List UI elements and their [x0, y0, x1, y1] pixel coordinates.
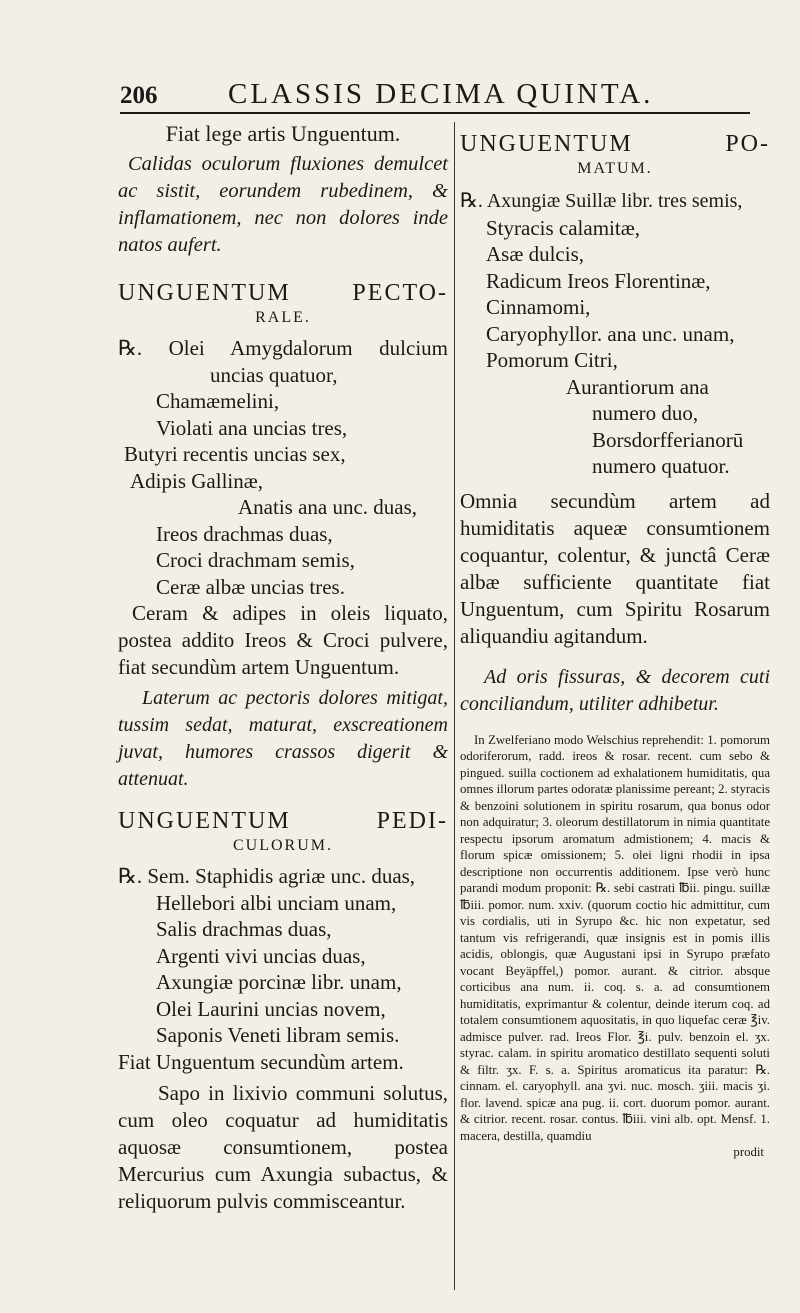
recipe-line: Cinnamomi, [486, 295, 591, 319]
recipe-pediculorum [118, 863, 448, 1049]
heading-pomatum-cont: MATUM. [577, 160, 653, 177]
footnote-welschius [460, 732, 770, 1161]
recipe-line: numero duo, [592, 401, 699, 425]
recipe-line: Asæ dulcis, [486, 242, 585, 266]
recipe-line: Pomorum Citri, [486, 348, 618, 372]
recipe-line: Styracis calamitæ, [486, 215, 640, 240]
recipe-line: uncias quatuor, [210, 362, 338, 387]
recipe-line: Violati ana uncias tres, [156, 415, 348, 440]
recipe-line: Borsdorfferianorū [592, 427, 744, 452]
recipe-line: Adipis Gallinæ, [130, 468, 264, 493]
recipe-line: Saponis Veneti libram semis. [156, 1023, 400, 1047]
recipe-pomatum [460, 188, 770, 480]
instructions-pomatum: Omnia secundùm artem ad humiditatis aqueæ consumtionem coquantur, colentur, & junctâ Ceræ albæ sufficiente quantitate fiat Unguentum, cum Spiritu Rosarum aliquandiu agitandum. [460, 488, 770, 648]
recipe-line: Ceræ albæ uncias tres. [156, 574, 345, 599]
recipe-line: ℞. Axungiæ Suillæ libr. tres semis, [460, 190, 743, 212]
heading-pomatum: UNGUENTUM PO- [460, 131, 770, 157]
recipe-line: Argenti vivi uncias duas, [156, 943, 366, 968]
left-title: Fiat lege artis Unguentum. [165, 121, 401, 146]
recipe-pectorale [118, 335, 448, 600]
left-column [118, 114, 448, 1215]
heading-pediculorum: UNGUENTUM PEDI- [118, 808, 448, 834]
recipe-line: numero quatuor. [592, 454, 730, 478]
instructions-pediculorum-method: Sapo in lixivio communi solutus, cum oleo coquatur ad humiditatis aquosæ consumtionem, postea Mercurius cum Axungia subactus, & reliquorum pulvis commisceantur. [118, 1080, 448, 1213]
recipe-line: Salis drachmas duas, [156, 917, 332, 941]
note-eye-ointment: Calidas oculorum fluxiones demulcet ac sistit, eorundem rubedinem, & inflamationem, nec non dolores inde natos aufert. [118, 153, 448, 256]
note-pomatum: Ad oris fissuras, & decorem cuti conciliandum, utiliter adhibetur. [460, 665, 770, 715]
recipe-line: Butyri recentis uncias sex, [124, 442, 346, 466]
recipe-line: Hellebori albi unciam unam, [156, 890, 397, 915]
recipe-line: Olei Laurini uncias novem, [156, 996, 386, 1021]
recipe-line: Chamæmelini, [156, 389, 280, 413]
recipe-line: ℞. Sem. Staphidis agriæ unc. duas, [118, 864, 416, 888]
recipe-line: Caryophyllor. ana unc. unam, [486, 321, 735, 346]
instructions-pediculorum: Fiat Unguentum secundùm artem. [118, 1049, 404, 1074]
footnote-text: In Zwelferiano modo Welschius reprehendit: 1. pomorum odoriferorum, radd. ireos & rosar. recent. cum sebo & pingued. suilla coctionem ad exhalationem humiditatis, qua omnes illorum partes odoratæ planissime pereant; 2. styracis & benzoini solutionem in spiritu rosarum, qua bonus odor non adquiratur; 3. oleorum destillatorum in nimia quantitate respectu ipsorum aromatum admistionem; 4. macis & florum spicæ omissionem; 5. olei ligni rhodii in ipsa descriptione non occurrentis additionem. Ipse verò hunc parandi modum proponit: ℞. sebi castrati ℔ii. pingu. suillæ ℔iii. pomor. num. xxiv. (quorum coctio hic admittitur, cum vis cordialis, uti in Syrupo &c. hic non expetatur, sed tantum vis refrigerandi, quæ insignis est in pomis illis acidis, oblongis, quæ Augustani ipsi in Syrupo præfato vocant Beyäpffel,) pomor. aurant. & citrior. absque corticibus ana num. ii. coq. s. a. ad consumtionem humiditatis, exprimantur & colentur, deinde iterum coq. ad totalem consumtionem aquositatis, in quo liquefac ceræ ℥iv. admisce pulver. rad. Ireos Flor. ℥i. pulv. benzoin el. ʒx. styrac. calam. in spiritu aromatico destillato sequenti soluti & filtr. ʒx. F. s. a. Spiritus aromaticus ita paratur: ℞. cinnam. el. caryophyll. ana ʒvi. nuc. mosch. ʒiii. macis ʒi. flor. lavend. spicæ ana pug. ii. cort. duorum pomor. aurant. & citrior. recent. rosar. contus. ℔iii. vini alb. opt. Mensf. 1. macera, destilla, quamdiu [460, 732, 770, 1143]
recipe-line: Anatis ana unc. duas, [238, 495, 418, 519]
column-divider [454, 122, 455, 1290]
running-head: CLASSIS DECIMA QUINTA. [228, 78, 654, 110]
recipe-line: Radicum Ireos Florentinæ, [486, 268, 711, 293]
heading-pectorale-cont: RALE. [255, 309, 311, 326]
recipe-line: Croci drachmam semis, [156, 548, 355, 572]
note-pectorale: Laterum ac pectoris dolores mitigat, tussim sedat, maturat, exscreationem juvat, humores crassos digerit & attenuat. [118, 687, 448, 790]
right-column [460, 114, 770, 1161]
instructions-pectorale: Ceram & adipes in oleis liquato, postea addito Ireos & Croci pulvere, fiat secundùm artem Unguentum. [118, 601, 448, 679]
recipe-line: ℞. Olei Amygdalorum dulcium [118, 336, 448, 360]
page-number: 206 [120, 82, 158, 109]
heading-pectorale: UNGUENTUM PECTO- [118, 280, 448, 306]
heading-pediculorum-cont: CULORUM. [232, 837, 333, 854]
page-header [120, 78, 750, 112]
recipe-line: Axungiæ porcinæ libr. unam, [156, 970, 402, 994]
recipe-line: Aurantiorum ana [566, 374, 709, 399]
catchword: prodit [733, 1145, 764, 1159]
recipe-line: Ireos drachmas duas, [156, 521, 333, 546]
